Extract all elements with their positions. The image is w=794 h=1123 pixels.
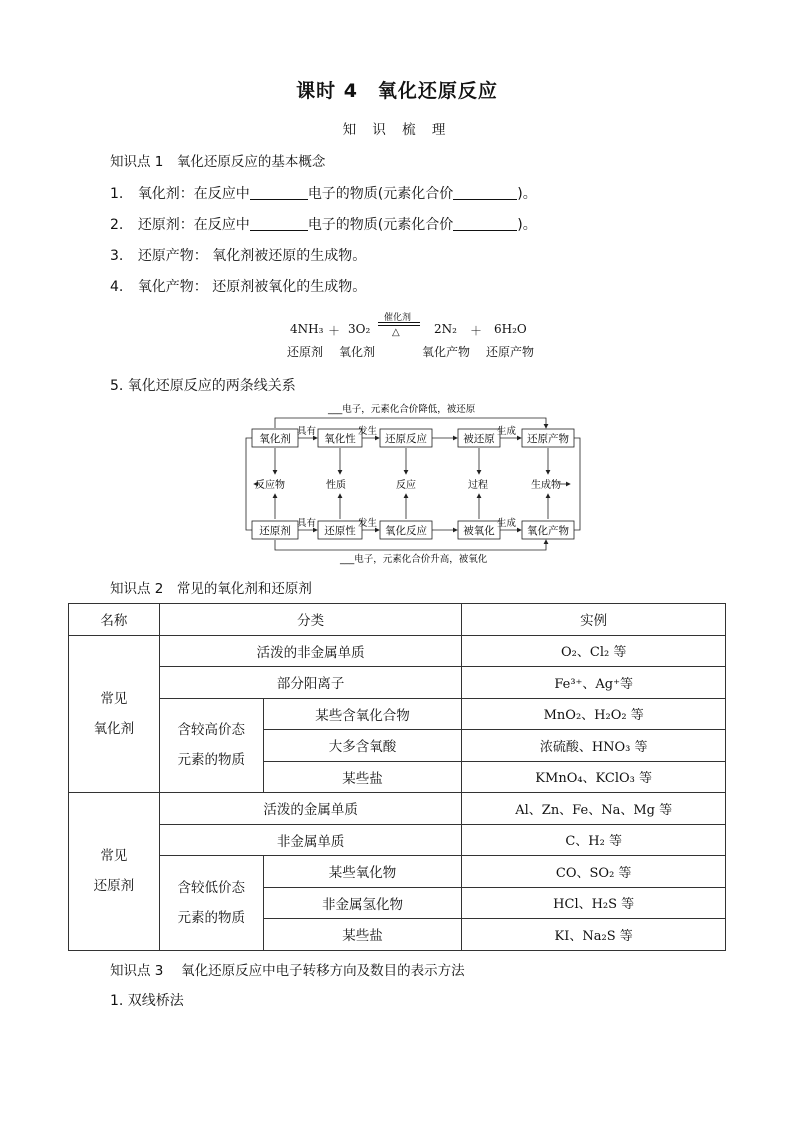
reducer-label-cell: 常见 还原剂 xyxy=(69,793,160,951)
kp3-item-1: 1. 双线桥法 xyxy=(110,993,184,1009)
header-name: 名称 xyxy=(69,604,160,636)
ox-high-valence-cell: 含较高价态 元素的物质 xyxy=(159,698,263,793)
eq-label-red-product: 还原产物 xyxy=(486,345,535,359)
middle-property: 性质 xyxy=(326,480,346,491)
label-undergo-top: 发生 xyxy=(358,426,378,437)
eq-label-ox-product: 氧化产物 xyxy=(422,345,471,359)
category-cell: 某些含氧化合物 xyxy=(263,698,462,730)
item-text: 还原产物： 氧化剂被还原的生成物。 xyxy=(137,248,367,264)
category-cell: 某些盐 xyxy=(263,919,462,951)
middle-process: 过程 xyxy=(468,480,488,491)
box-oxidation-reaction: 氧化反应 xyxy=(385,525,427,537)
eq-catalyst: 催化剂 xyxy=(384,313,412,323)
kp3-heading: 知识点 3 氧化还原反应中电子转移方向及数目的表示方法 xyxy=(110,963,465,979)
label-has-bottom: 具有 xyxy=(297,518,317,529)
label-produce-top: 生成 xyxy=(497,426,517,437)
category-cell: 非金属氢化物 xyxy=(263,887,462,919)
item-text-post: )。 xyxy=(517,186,537,202)
eq-plus-2: ＋ xyxy=(470,324,483,338)
example-cell: CO、SO₂ 等 xyxy=(462,856,726,888)
answer-blank[interactable] xyxy=(250,216,308,231)
header-example: 实例 xyxy=(462,604,726,636)
eq-arrow xyxy=(378,322,420,323)
item-text-mid: 电子的物质(元素化合价 xyxy=(307,186,454,202)
bottom-connector-arrow xyxy=(275,540,546,550)
item-number: 2. xyxy=(110,217,124,233)
eq-plus-1: ＋ xyxy=(328,324,341,338)
eq-product-1: 2N₂ xyxy=(434,322,457,336)
kp1-item-3 xyxy=(110,245,366,265)
kp1-heading: 知识点 1 氧化还原反应的基本概念 xyxy=(110,154,326,170)
answer-blank[interactable] xyxy=(250,185,308,200)
kp2-heading: 知识点 2 常见的氧化剂和还原剂 xyxy=(110,581,312,597)
example-cell: Al、Zn、Fe、Na、Mg 等 xyxy=(462,793,726,825)
table-row xyxy=(69,698,726,730)
table-row xyxy=(69,635,726,667)
item-number: 4. xyxy=(110,279,124,295)
category-cell: 活泼的金属单质 xyxy=(159,793,461,825)
label-produce-bottom: 生成 xyxy=(497,518,517,529)
kp1-item-4 xyxy=(110,276,366,296)
answer-blank[interactable] xyxy=(453,185,517,200)
example-cell: MnO₂、H₂O₂ 等 xyxy=(462,698,726,730)
label-has-top: 具有 xyxy=(297,426,317,437)
left-bracket xyxy=(246,438,252,530)
middle-reactant: 反应物 xyxy=(255,480,285,491)
kp1-item-5: 5. 氧化还原反应的两条线关系 xyxy=(110,378,296,394)
box-reduced: 被还原 xyxy=(463,433,495,445)
red-low-valence-cell: 含较低价态 元素的物质 xyxy=(159,856,263,951)
item-text-pre: 还原剂：在反应中 xyxy=(137,217,250,233)
box-reducer: 还原剂 xyxy=(259,525,291,537)
category-cell: 某些氧化物 xyxy=(263,856,462,888)
item-text-post: )。 xyxy=(517,217,537,233)
example-cell: KI、Na₂S 等 xyxy=(462,919,726,951)
page-title: 课时 4 氧化还原反应 xyxy=(296,80,498,102)
table-header-row xyxy=(69,604,726,636)
item-number: 3. xyxy=(110,248,124,264)
box-oxidizing: 氧化性 xyxy=(324,433,356,445)
example-cell: Fe³⁺、Ag⁺等 xyxy=(462,667,726,699)
category-cell: 部分阳离子 xyxy=(159,667,461,699)
table-row xyxy=(69,667,726,699)
example-cell: C、H₂ 等 xyxy=(462,824,726,856)
example-cell: 浓硫酸、HNO₃ 等 xyxy=(462,730,726,762)
header-category: 分类 xyxy=(159,604,461,636)
label-undergo-bottom: 发生 xyxy=(358,518,378,529)
category-cell: 活泼的非金属单质 xyxy=(159,635,461,667)
box-reducing: 还原性 xyxy=(324,525,356,537)
category-cell: 非金属单质 xyxy=(159,824,461,856)
item-text-pre: 氧化剂：在反应中 xyxy=(137,186,250,202)
section-subtitle: 知 识 梳 理 xyxy=(342,122,452,138)
table-row xyxy=(69,856,726,888)
box-oxidized: 被氧化 xyxy=(463,525,495,537)
middle-product: 生成物 xyxy=(531,480,561,491)
eq-reactant-2: 3O₂ xyxy=(348,322,371,336)
middle-reaction: 反应 xyxy=(396,480,416,491)
eq-label-oxidizer: 氧化剂 xyxy=(339,345,376,359)
box-oxidation-product: 氧化产物 xyxy=(527,525,569,537)
right-bracket xyxy=(574,438,580,530)
item-text-mid: 电子的物质(元素化合价 xyxy=(307,217,454,233)
diagram-bottom-text: ___电子，元素化合价升高，被氧化 xyxy=(340,554,488,565)
eq-label-reducer: 还原剂 xyxy=(287,345,324,359)
eq-condition: △ xyxy=(392,327,400,338)
eq-product-2: 6H₂O xyxy=(494,322,527,336)
example-cell: KMnO₄、KClO₃ 等 xyxy=(462,761,726,793)
item-text: 氧化产物： 还原剂被氧化的生成物。 xyxy=(137,279,367,295)
example-cell: O₂、Cl₂ 等 xyxy=(462,635,726,667)
answer-blank[interactable] xyxy=(453,216,517,231)
diagram-top-text: ___电子，元素化合价降低，被还原 xyxy=(328,404,476,415)
eq-reactant-1: 4NH₃ xyxy=(290,322,324,336)
eq-arrow-double xyxy=(378,325,420,326)
oxidizer-reducer-table xyxy=(68,603,726,951)
box-oxidizer: 氧化剂 xyxy=(259,433,291,445)
item-number: 1. xyxy=(110,186,124,202)
kp1-item-1 xyxy=(110,183,537,203)
oxidizer-label-cell: 常见 氧化剂 xyxy=(69,635,160,793)
table-row xyxy=(69,824,726,856)
table-row xyxy=(69,793,726,825)
box-reduction-product: 还原产物 xyxy=(527,433,569,445)
box-reduction-reaction: 还原反应 xyxy=(385,433,427,445)
redox-relationship-diagram xyxy=(240,400,586,568)
category-cell: 大多含氧酸 xyxy=(263,730,462,762)
category-cell: 某些盐 xyxy=(263,761,462,793)
example-cell: HCl、H₂S 等 xyxy=(462,887,726,919)
kp1-item-2 xyxy=(110,214,537,234)
